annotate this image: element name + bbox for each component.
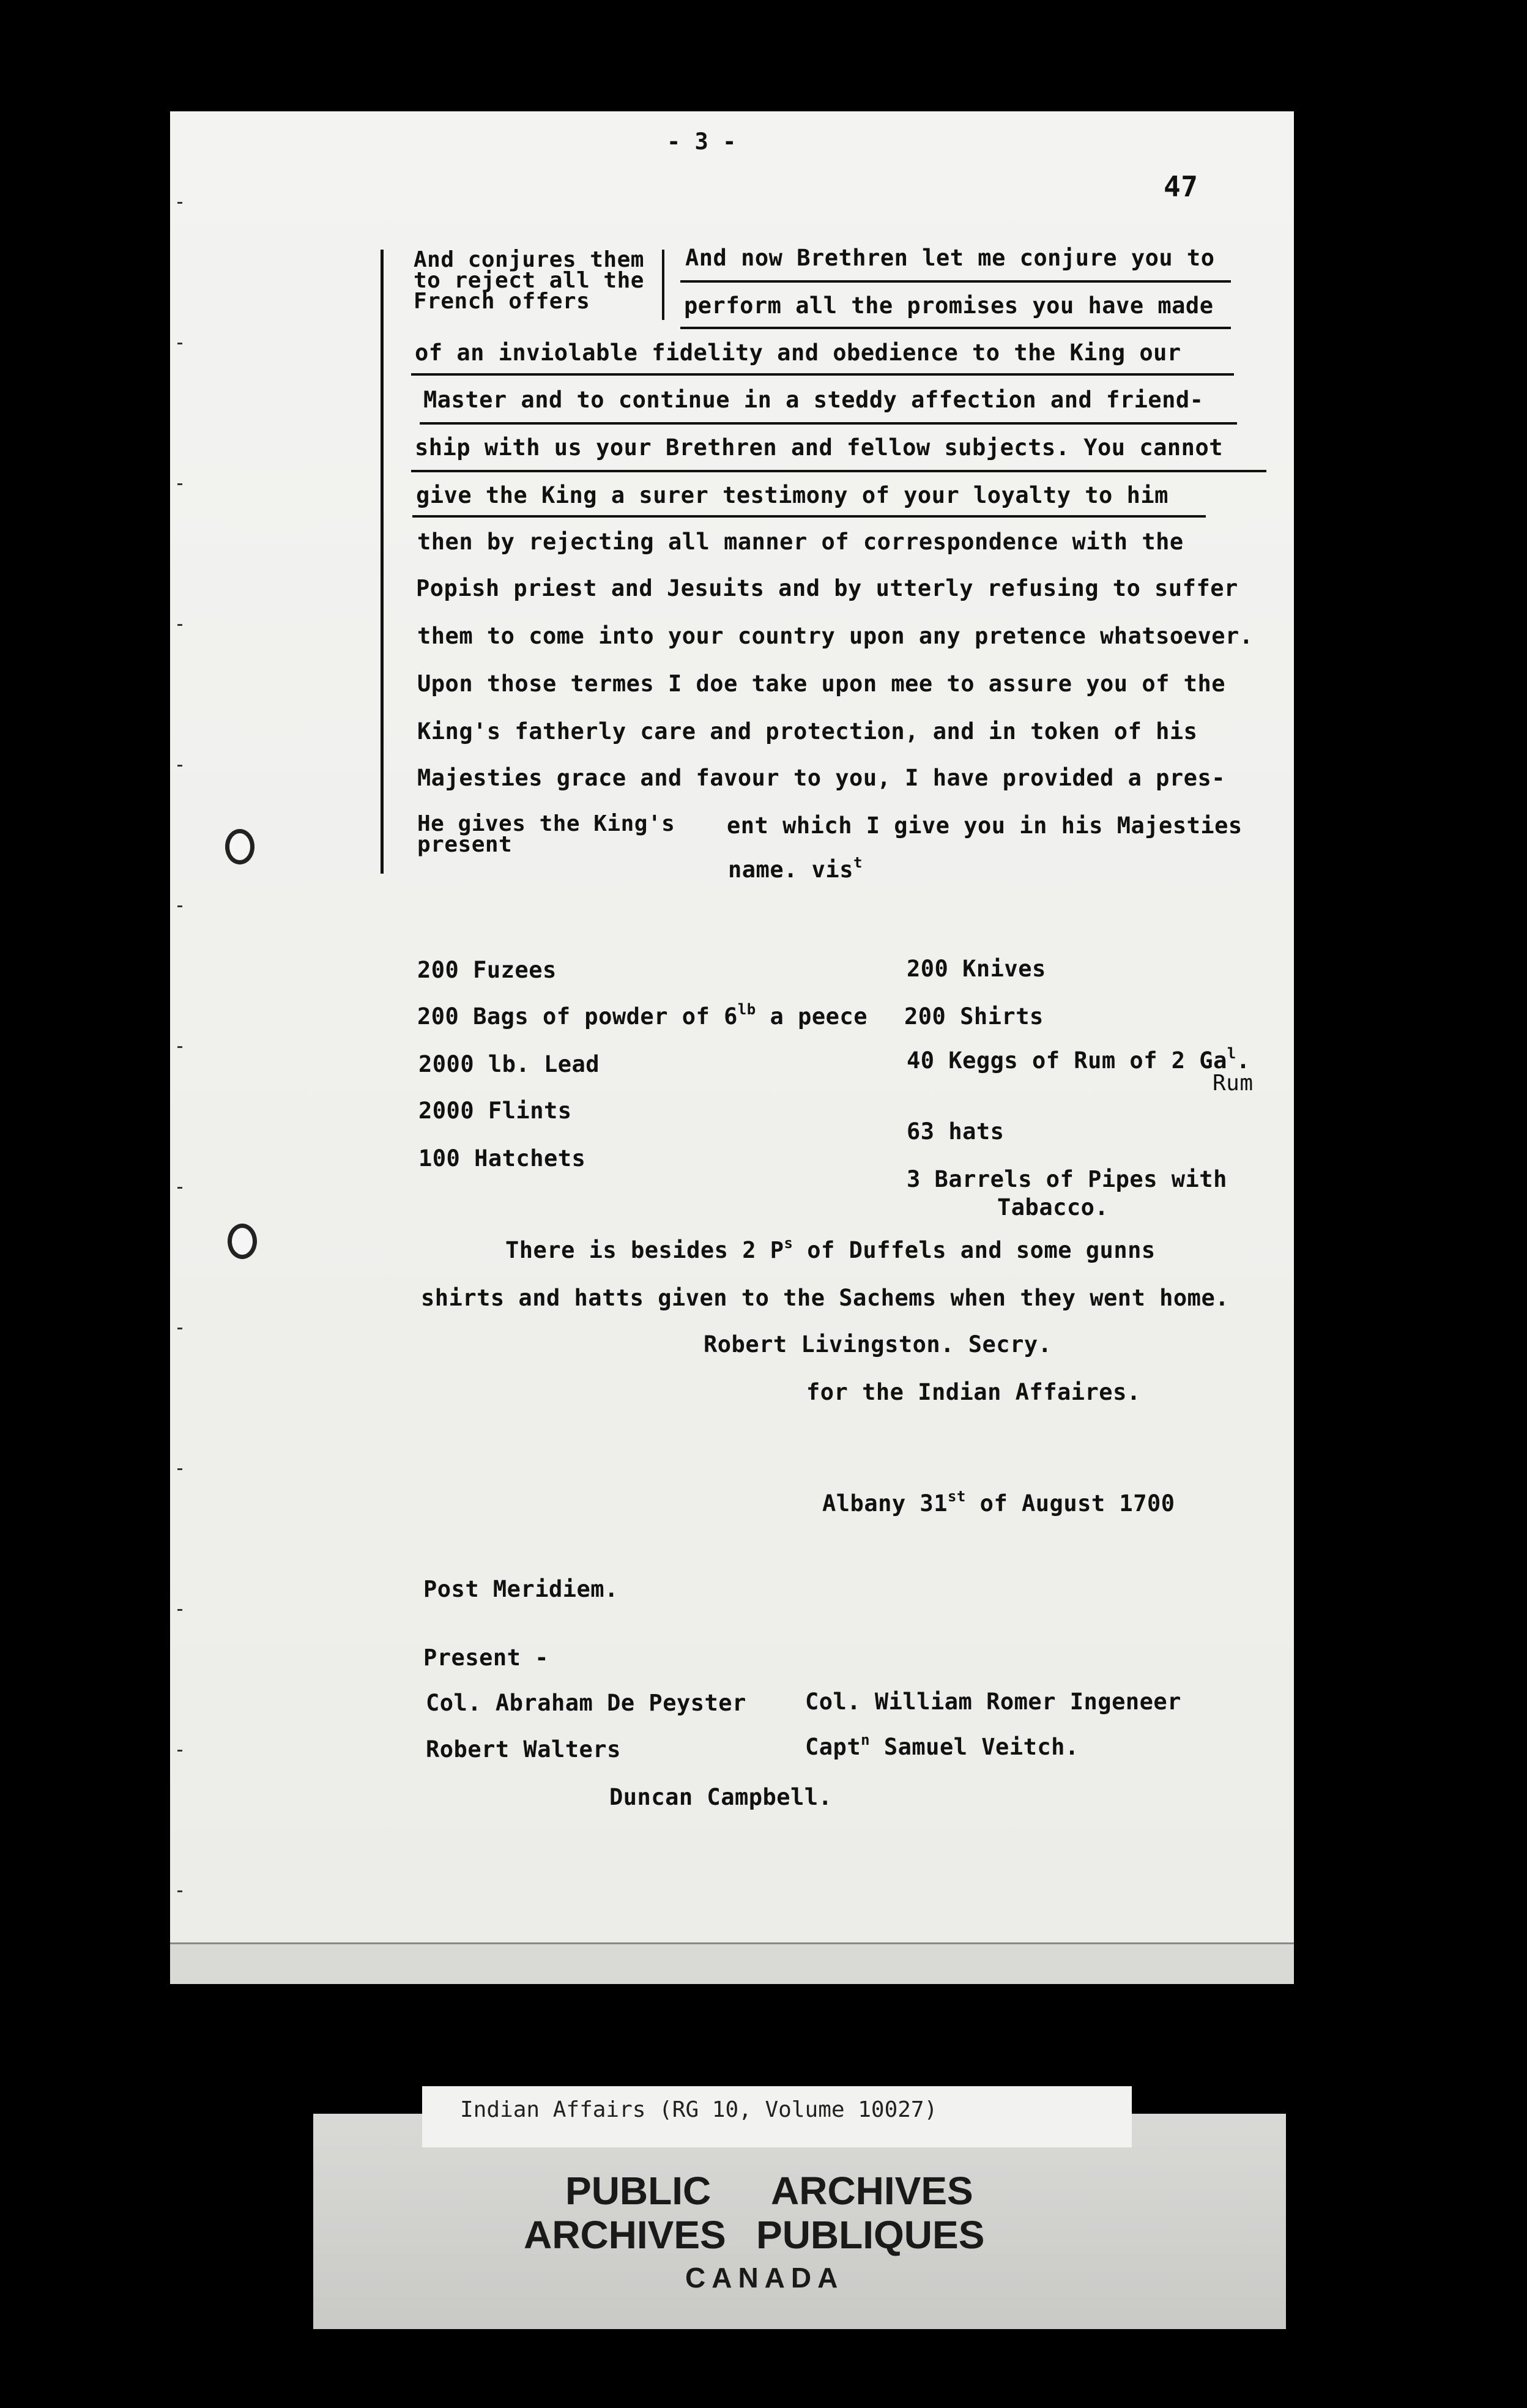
- speech-line: Majesties grace and favour to you, I have provided a pres-: [417, 765, 1226, 791]
- speech-line: And now Brethren let me conjure you to: [685, 245, 1215, 271]
- edge-mark: [177, 483, 182, 485]
- attendee: [805, 1731, 1079, 1760]
- superscript: n: [861, 1731, 871, 1748]
- edge-mark: [177, 1046, 182, 1048]
- goods-text: a peece: [756, 1003, 868, 1030]
- underline: [411, 470, 1266, 472]
- superscript: st: [947, 1488, 966, 1505]
- speech-line: perform all the promises you have made: [684, 292, 1214, 319]
- goods-text: 100 Hatchets: [418, 1145, 586, 1172]
- session-heading: Post Meridiem.: [423, 1576, 619, 1602]
- margin-note: [414, 247, 644, 314]
- punch-hole: [228, 1224, 257, 1259]
- superscript: lb: [737, 1001, 756, 1018]
- edge-mark: [177, 202, 182, 204]
- speech-name: name. vis: [728, 857, 853, 883]
- goods-text: .: [1236, 1047, 1250, 1074]
- archive-reference: Indian Affairs (RG 10, Volume 10027): [460, 2097, 938, 2122]
- speech-line: ent which I give you in his Majesties: [727, 812, 1243, 839]
- goods-item: [418, 1098, 572, 1124]
- body-text: of Duffels and some gunns: [793, 1237, 1156, 1263]
- edge-mark: [177, 624, 182, 626]
- goods-text: 200 Bags of powder of 6: [417, 1003, 738, 1030]
- superscript: s: [784, 1235, 793, 1252]
- speech-line: Upon those termes I doe take upon mee to assure you of the: [417, 671, 1226, 697]
- stamp-line: [524, 2212, 726, 2258]
- stamp-line: [771, 2168, 973, 2213]
- note-divider: [662, 250, 664, 320]
- date-text: of August 1700: [965, 1490, 1175, 1517]
- edge-mark: [177, 1609, 182, 1611]
- attendee-text: Samuel Veitch.: [870, 1734, 1079, 1760]
- underline: [680, 327, 1231, 329]
- margin-note-line: And conjures them: [414, 247, 644, 272]
- underline: [420, 422, 1237, 425]
- folio-number: 47: [1164, 170, 1198, 203]
- underline: [680, 280, 1231, 283]
- goods-item: 200 Shirts: [904, 1003, 1044, 1030]
- present-label: Present -: [423, 1644, 549, 1671]
- margin-rule: [381, 250, 384, 874]
- speech-line: then by rejecting all manner of correspondence with the: [417, 529, 1184, 555]
- attendee: Robert Walters: [426, 1736, 621, 1763]
- goods-item: [418, 1145, 585, 1172]
- goods-item: Tabacco.: [997, 1194, 1109, 1221]
- margin-note-line: present: [417, 832, 513, 857]
- edge-mark: [177, 1468, 182, 1470]
- margin-note-line: He gives the King's: [417, 811, 675, 836]
- edge-mark: [177, 1187, 182, 1189]
- attendee: Col. William Romer Ingeneer: [805, 1689, 1181, 1715]
- speech-line: them to come into your country upon any pretence whatsoever.: [417, 623, 1254, 649]
- goods-text: 2000 lb. Lead: [418, 1051, 600, 1077]
- goods-text: 200 Fuzees: [417, 957, 557, 983]
- stamp-line: [756, 2212, 984, 2258]
- superscript: t: [853, 854, 863, 871]
- edge-mark: [177, 1750, 182, 1752]
- speech-line: ship with us your Brethren and fellow subjects. You cannot: [415, 434, 1224, 461]
- goods-item: [417, 1003, 868, 1030]
- goods-item: [417, 957, 557, 983]
- margin-note-2: [417, 811, 675, 857]
- stamp-word: ARCHIVES: [771, 2169, 973, 2213]
- underline: [412, 515, 1206, 518]
- attendee-text: Capt: [805, 1734, 861, 1760]
- page-number: - 3 -: [667, 128, 737, 155]
- speech-line: of an inviolable fidelity and obedience to the King our: [415, 340, 1181, 366]
- speech-line: give the King a surer testimony of your loyalty to him: [416, 482, 1168, 508]
- margin-note-line: French offers: [414, 289, 590, 314]
- superscript: l: [1227, 1045, 1236, 1062]
- edge-mark: [177, 905, 182, 907]
- speech-line: Popish priest and Jesuits and by utterly refusing to suffer: [416, 575, 1238, 601]
- body-line: shirts and hatts given to the Sachems when they went home.: [421, 1285, 1230, 1311]
- edge-mark: [177, 343, 182, 344]
- attendee: Duncan Campbell.: [609, 1784, 833, 1810]
- goods-item: [907, 1047, 1250, 1074]
- signature-title: for the Indian Affaires.: [806, 1379, 1141, 1405]
- goods-item: [418, 1051, 600, 1077]
- speech-line: [728, 854, 863, 883]
- body-line: [505, 1237, 1156, 1263]
- body-text: There is besides 2 P: [505, 1237, 784, 1263]
- punch-hole: [225, 829, 254, 864]
- underline: [411, 373, 1234, 376]
- signature: Robert Livingston. Secry.: [704, 1331, 1052, 1358]
- margin-note-line: to reject all the: [414, 268, 644, 293]
- stamp-line: [565, 2168, 711, 2213]
- rum-note: Rum: [1213, 1071, 1254, 1096]
- page-bottom-edge: [170, 1942, 1294, 1984]
- date-text: Albany 31: [822, 1490, 948, 1517]
- stamp-line: CANADA: [685, 2262, 844, 2294]
- stamp-word: PUBLIQUES: [756, 2213, 985, 2257]
- date-line: [822, 1490, 1175, 1517]
- speech-line: Master and to continue in a steddy affection and friend-: [423, 387, 1204, 413]
- goods-item: 3 Barrels of Pipes with: [907, 1166, 1227, 1192]
- speech-line: King's fatherly care and protection, and in token of his: [417, 718, 1198, 745]
- edge-mark: [177, 765, 182, 767]
- edge-mark: [177, 1890, 182, 1892]
- goods-text: 2000 Flints: [418, 1098, 572, 1124]
- stamp-word: PUBLIC: [565, 2169, 711, 2213]
- edge-mark: [177, 1328, 182, 1329]
- goods-text: 40 Keggs of Rum of 2 Ga: [907, 1047, 1227, 1074]
- goods-item: 63 hats: [907, 1118, 1005, 1145]
- goods-item: 200 Knives: [907, 956, 1046, 982]
- attendee: Col. Abraham De Peyster: [426, 1690, 746, 1716]
- stamp-word: ARCHIVES: [524, 2213, 726, 2257]
